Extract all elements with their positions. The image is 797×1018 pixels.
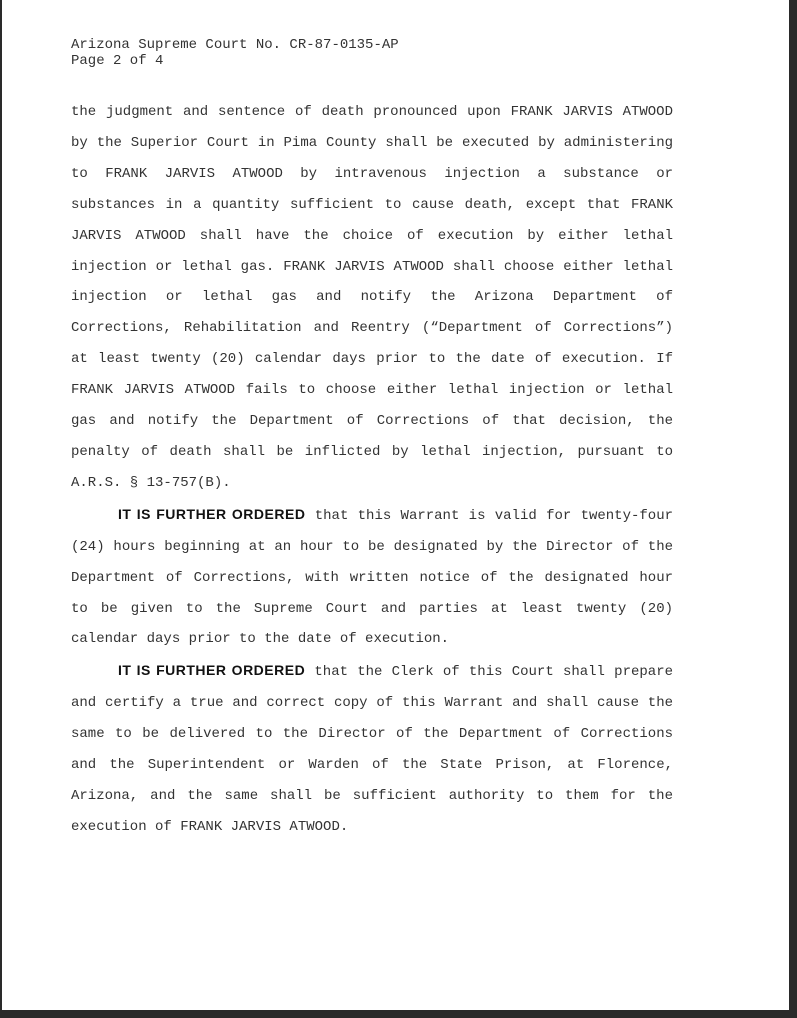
paragraph-execution-method: the judgment and sentence of death pronounced upon FRANK JARVIS ATWOOD by the Superior Court in Pima County shall be executed by administering to FRANK JARVIS ATWOOD by intravenous injection a substance or substances in a quantity sufficient to cause death, except that FRANK JARVIS ATWOOD shall have the choice of execution by either lethal injection or lethal gas. FRANK JARVIS ATWOOD shall choose either lethal injection or lethal gas and notify the Arizona Department of Corrections, Rehabilitation and Reentry (“Department of Corrections”) at least twenty (20) calendar days prior to the date of execution. If FRANK JARVIS ATWOOD fails to choose either lethal injection or lethal gas and notify the Department of Corrections of that decision, the penalty of death shall be inflicted by lethal injection, pursuant to A.R.S. § 13-757(B). xyxy=(71,104,673,491)
page-header xyxy=(71,37,399,69)
paragraph-warrant-validity xyxy=(71,499,673,656)
paragraph-text: that this Warrant is valid for twenty-four (24) hours beginning at an hour to be designated by the Director of the Department of Corrections, with written notice of the designated hour to be given to the Supreme Court and parties at least twenty (20) calendar days prior to the date of execution. xyxy=(71,507,673,648)
case-number: Arizona Supreme Court No. CR-87-0135-AP xyxy=(71,37,399,53)
page-number: Page 2 of 4 xyxy=(71,53,164,69)
document-page xyxy=(2,0,789,1010)
paragraph-text: that the Clerk of this Court shall prepare and certify a true and correct copy of this Warrant and shall cause the same to be delivered to the Director of the Department of Corrections and the Superintendent or Warden of the State Prison, at Florence, Arizona, and the same shall be sufficient authority to them for the execution of FRANK JARVIS ATWOOD. xyxy=(71,664,673,835)
document-body xyxy=(71,97,673,843)
ordered-lead: IT IS FURTHER ORDERED xyxy=(118,662,306,679)
ordered-lead: IT IS FURTHER ORDERED xyxy=(118,505,306,522)
paragraph-clerk-order xyxy=(71,655,673,842)
